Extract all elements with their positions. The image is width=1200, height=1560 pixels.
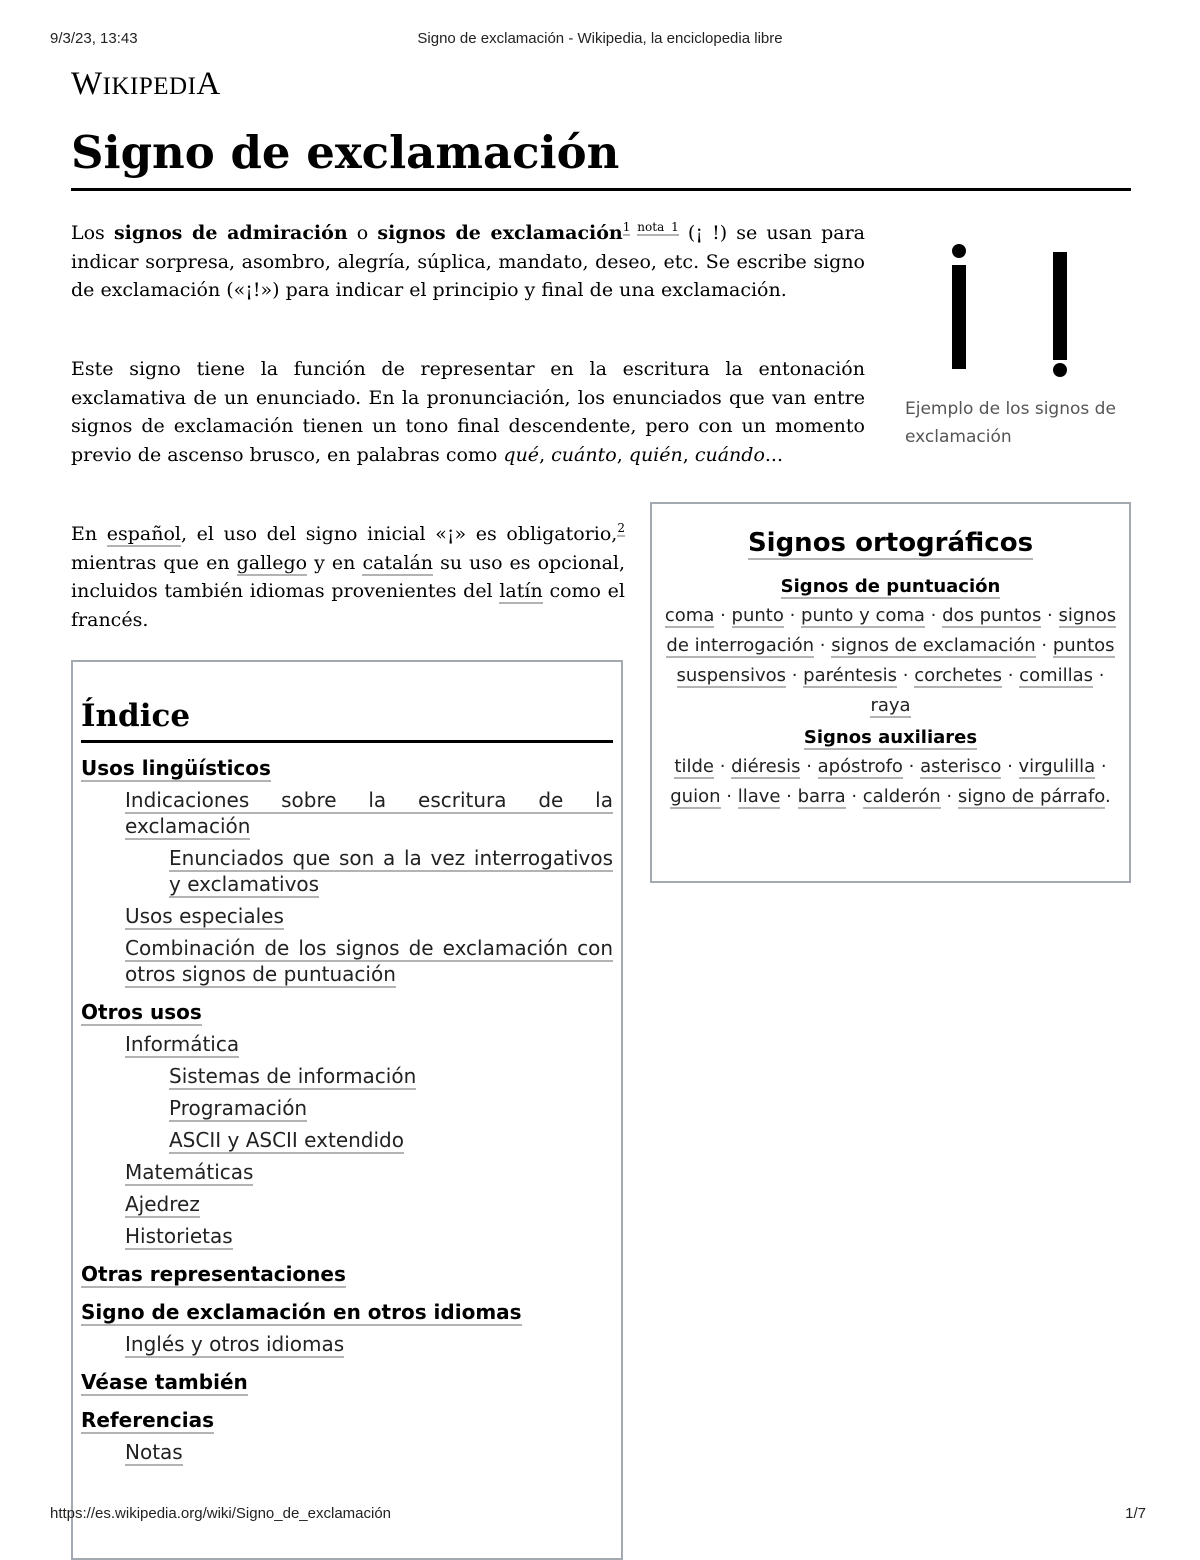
navbox-link[interactable]: comillas bbox=[1019, 665, 1094, 686]
toc-link[interactable]: Usos especiales bbox=[125, 904, 284, 928]
text-run: usan para indicar sorpresa, asombro, alegría, súplica, mandato, deseo, etc. Se escribe signo de exclamación («¡!») para indicar el principio y final de una exclamación. bbox=[71, 222, 866, 301]
navbox-title bbox=[652, 528, 1129, 558]
text-run: y en bbox=[314, 551, 356, 574]
intro-paragraph-1 bbox=[71, 219, 865, 305]
toc-link[interactable]: Referencias bbox=[81, 1408, 215, 1432]
navbox-link[interactable]: coma bbox=[664, 605, 715, 626]
toc-link[interactable]: Indicaciones sobre la escritura de la exclamación bbox=[125, 788, 613, 838]
toc-item bbox=[81, 1159, 613, 1185]
toc-link[interactable]: Sistemas de información bbox=[169, 1064, 417, 1088]
navbox-separator: · bbox=[924, 605, 943, 626]
navbox-trailing: . bbox=[1105, 786, 1111, 807]
toc-link[interactable]: Otros usos bbox=[81, 1000, 202, 1024]
italic-word: cuánto bbox=[551, 443, 617, 466]
navbox-link[interactable]: asterisco bbox=[920, 756, 1002, 777]
navbox-link[interactable]: diéresis bbox=[731, 756, 801, 777]
italic-word: qué bbox=[503, 443, 540, 466]
navbox-link[interactable]: signos de interrogación bbox=[666, 605, 1117, 656]
logo-first-letter: W bbox=[71, 66, 103, 102]
toc-item bbox=[81, 845, 613, 897]
print-page-title: Signo de exclamación - Wikipedia, la enciclopedia libre bbox=[417, 30, 783, 47]
navbox-signos-ortograficos bbox=[650, 502, 1131, 883]
toc-link[interactable]: Ajedrez bbox=[125, 1192, 200, 1216]
logo-last-letter: A bbox=[196, 66, 221, 102]
toc-link[interactable]: Notas bbox=[125, 1440, 183, 1464]
print-page-number: 1/7 bbox=[1125, 1505, 1146, 1522]
navbox-link[interactable]: llave bbox=[737, 786, 781, 807]
toc-item bbox=[81, 999, 613, 1025]
navbox-link[interactable]: barra bbox=[797, 786, 846, 807]
navbox-separator: · bbox=[1095, 756, 1107, 777]
text-run: ... bbox=[764, 443, 784, 466]
toc-item bbox=[81, 1031, 613, 1057]
navbox-title-link[interactable]: Signos ortográficos bbox=[747, 528, 1034, 558]
navbox-separator: · bbox=[1093, 665, 1105, 686]
toc-item bbox=[81, 1439, 613, 1465]
toc-item bbox=[81, 1095, 613, 1121]
navbox-group-title[interactable]: Signos de puntuación bbox=[780, 576, 1001, 597]
toc-link[interactable]: Informática bbox=[125, 1032, 240, 1056]
navbox-link[interactable]: tilde bbox=[674, 756, 714, 777]
navbox-list-auxiliares bbox=[652, 748, 1129, 812]
navbox-link[interactable]: dos puntos bbox=[942, 605, 1042, 626]
toc-item bbox=[81, 1127, 613, 1153]
navbox-link[interactable]: punto y coma bbox=[801, 605, 925, 626]
text-run: , bbox=[682, 443, 689, 466]
navbox-link[interactable]: paréntesis bbox=[803, 665, 898, 686]
navbox-group-title[interactable]: Signos auxiliares bbox=[803, 727, 978, 748]
toc-item bbox=[81, 903, 613, 929]
toc-link[interactable]: Véase también bbox=[81, 1370, 248, 1394]
toc-item bbox=[81, 1369, 613, 1395]
navbox-link[interactable]: puntos suspensivos bbox=[676, 635, 1115, 686]
navbox-link[interactable]: signos de exclamación bbox=[831, 635, 1036, 656]
link-catalan[interactable]: catalán bbox=[362, 551, 434, 574]
logo-middle: IKIPEDI bbox=[102, 73, 197, 100]
reference-link-1[interactable]: 1 bbox=[622, 220, 631, 234]
navbox-group-auxiliares bbox=[652, 727, 1129, 748]
link-gallego[interactable]: gallego bbox=[236, 551, 308, 574]
navbox-link[interactable]: raya bbox=[870, 695, 911, 716]
navbox-separator: · bbox=[786, 665, 804, 686]
navbox-separator: · bbox=[800, 756, 818, 777]
text-run: (¡ !) se bbox=[687, 222, 758, 244]
navbox-list-puntuacion bbox=[652, 597, 1129, 721]
text-run: mientras que en bbox=[71, 551, 230, 574]
text-run: Los bbox=[71, 222, 105, 244]
toc-link[interactable]: Matemáticas bbox=[125, 1160, 254, 1184]
toc-item bbox=[81, 1331, 613, 1357]
navbox-link[interactable]: punto bbox=[731, 605, 784, 626]
intro-paragraph-2 bbox=[71, 355, 865, 469]
text-run: Este signo tiene la función de representar en la escritura la entonación exclamativa de un enunciado. En la pronunciación, los enunciados que van entre signos de exclamación tienen un tono final descendente, pero con un momento previo de ascenso brusco, en palabras como bbox=[71, 358, 865, 466]
print-date: 9/3/23, 13:43 bbox=[50, 30, 138, 47]
toc-item bbox=[81, 1261, 613, 1287]
toc-item bbox=[81, 1299, 613, 1325]
toc-link[interactable]: Usos lingüísticos bbox=[81, 756, 271, 780]
navbox-separator: · bbox=[713, 756, 732, 777]
navbox-link[interactable]: guion bbox=[670, 786, 721, 807]
navbox-link[interactable]: calderón bbox=[862, 786, 941, 807]
exclamation-figure bbox=[905, 238, 1130, 451]
print-url: https://es.wikipedia.org/wiki/Signo_de_exclamación bbox=[50, 1505, 392, 1522]
navbox-separator: · bbox=[783, 605, 802, 626]
link-latin[interactable]: latín bbox=[499, 580, 543, 602]
mark-bar bbox=[1053, 252, 1067, 360]
navbox-separator: · bbox=[1041, 605, 1059, 626]
toc-item bbox=[81, 1063, 613, 1089]
navbox-separator: · bbox=[1002, 665, 1020, 686]
navbox-separator: · bbox=[780, 786, 798, 807]
navbox-separator: · bbox=[902, 756, 921, 777]
navbox-link[interactable]: corchetes bbox=[914, 665, 1002, 686]
link-espanol[interactable]: español bbox=[106, 523, 181, 545]
wikipedia-logo[interactable] bbox=[71, 66, 221, 103]
toc-link[interactable]: Inglés y otros idiomas bbox=[125, 1332, 345, 1356]
bold-term: signos de exclamación bbox=[377, 222, 623, 244]
italic-word: quién bbox=[628, 443, 683, 466]
text-run: , el uso del signo inicial «¡» es obligatorio, bbox=[181, 523, 618, 545]
navbox-separator: · bbox=[940, 786, 958, 807]
text-run: En bbox=[71, 523, 98, 545]
toc-title: Índice bbox=[81, 692, 613, 743]
bold-term: signos de admiración bbox=[113, 222, 348, 244]
page-title: Signo de exclamación bbox=[71, 124, 1131, 191]
italic-word: cuándo bbox=[694, 443, 765, 466]
text-run: , bbox=[616, 443, 623, 466]
navbox-separator: · bbox=[1001, 756, 1019, 777]
figure-caption: Ejemplo de los signos de exclamación bbox=[905, 399, 1116, 447]
text-run: su uso es opcional, incluidos también idiomas provenientes del bbox=[71, 551, 626, 602]
toc-item bbox=[81, 1407, 613, 1433]
toc-item bbox=[81, 787, 613, 839]
toc-link[interactable]: Historietas bbox=[125, 1224, 233, 1248]
toc-item bbox=[81, 1191, 613, 1217]
mark-dot bbox=[1053, 363, 1067, 377]
navbox-separator: · bbox=[814, 635, 832, 656]
exclamation-marks-image[interactable] bbox=[905, 238, 1130, 383]
toc-link[interactable]: Programación bbox=[169, 1096, 308, 1120]
reference-link-2[interactable]: 2 bbox=[617, 521, 625, 535]
toc-link[interactable]: ASCII y ASCII extendido bbox=[169, 1128, 404, 1152]
text-run: o bbox=[356, 222, 369, 244]
navbox-link[interactable]: virgulilla bbox=[1018, 756, 1096, 777]
navbox-group-puntuacion bbox=[652, 576, 1129, 597]
toc-list bbox=[81, 755, 613, 1465]
inverted-mark-dot bbox=[952, 244, 966, 258]
toc-link[interactable]: Otras representaciones bbox=[81, 1262, 346, 1286]
navbox-separator: · bbox=[897, 665, 915, 686]
table-of-contents bbox=[71, 660, 623, 1560]
navbox-separator: · bbox=[845, 786, 863, 807]
toc-link[interactable]: Enunciados que son a la vez interrogativos y exclamativos bbox=[169, 846, 613, 896]
toc-item bbox=[81, 935, 613, 987]
navbox-separator: · bbox=[714, 605, 732, 626]
intro-paragraph-3 bbox=[71, 520, 625, 634]
text-run: como el francés. bbox=[71, 580, 625, 631]
navbox-separator: · bbox=[720, 786, 738, 807]
navbox-link[interactable]: signo de párrafo bbox=[957, 786, 1105, 807]
inverted-mark-bar bbox=[952, 265, 966, 369]
navbox-separator: · bbox=[1035, 635, 1053, 656]
toc-item bbox=[81, 755, 613, 781]
navbox-link[interactable]: apóstrofo bbox=[817, 756, 903, 777]
toc-link[interactable]: Combinación de los signos de exclamación con otros signos de puntuación bbox=[125, 936, 613, 986]
toc-item bbox=[81, 1223, 613, 1249]
toc-link[interactable]: Signo de exclamación en otros idiomas bbox=[81, 1300, 522, 1324]
note-link-1[interactable]: nota 1 bbox=[637, 220, 679, 234]
text-run: , bbox=[539, 443, 546, 466]
